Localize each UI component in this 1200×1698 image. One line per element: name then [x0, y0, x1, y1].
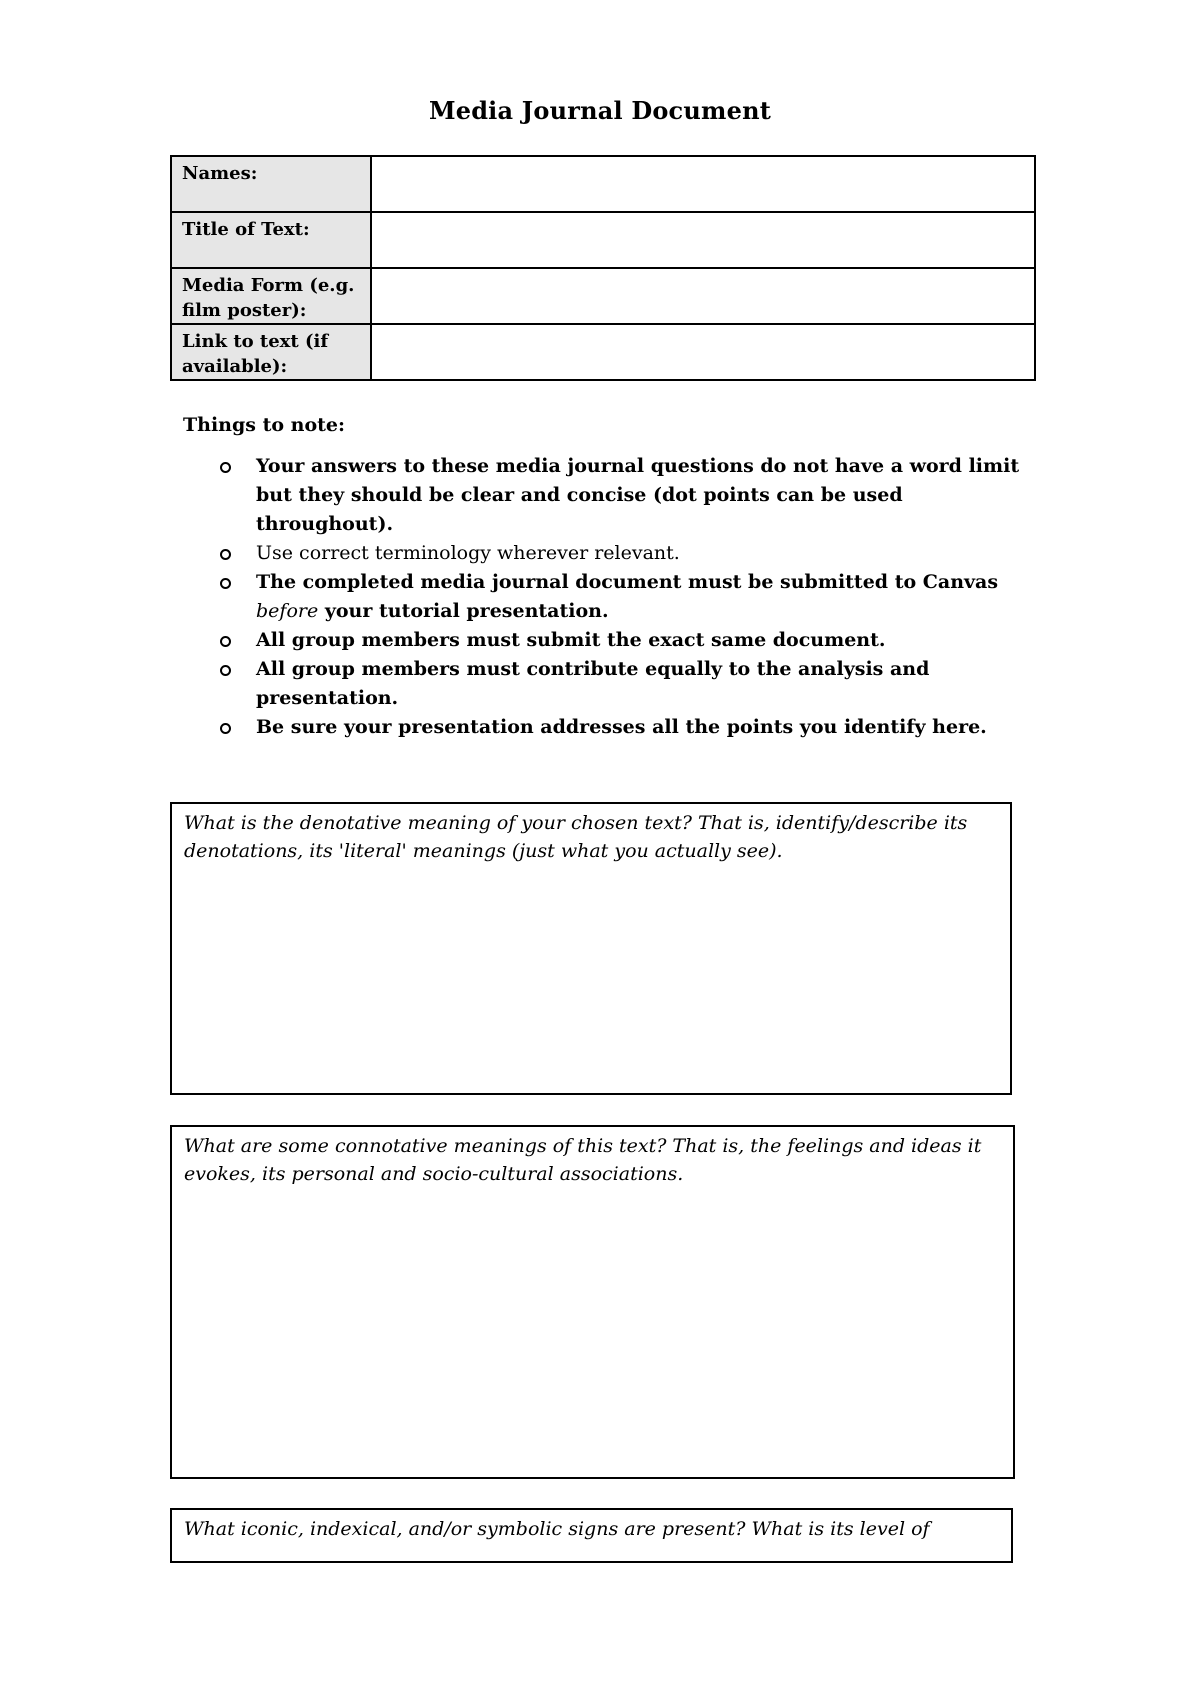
note-text: Use correct terminology wherever relevant.	[256, 542, 680, 564]
note-item	[218, 626, 1038, 655]
note-item	[218, 568, 1038, 626]
circle-bullet-icon	[220, 665, 231, 676]
circle-bullet-icon	[220, 636, 231, 647]
notes-heading: Things to note:	[183, 414, 346, 436]
circle-bullet-icon	[220, 462, 231, 473]
denotative-question-prompt: What is the denotative meaning of your chosen text? That is, identify/describe its denotations, its 'literal' meanings (just what you actually see).	[184, 812, 968, 862]
note-text: Be sure your presentation addresses all the points you identify here.	[256, 716, 987, 738]
notes-list	[218, 452, 1038, 742]
media-form-label: Media Form (e.g. film poster):	[171, 268, 371, 324]
note-text: All group members must submit the exact same document.	[256, 629, 886, 651]
note-item	[218, 539, 1038, 568]
info-table	[170, 155, 1036, 381]
link-to-text-label: Link to text (if available):	[171, 324, 371, 380]
names-field[interactable]	[371, 156, 1035, 212]
title-of-text-field[interactable]	[371, 212, 1035, 268]
document-title: Media Journal Document	[428, 96, 772, 125]
note-text: All group members must contribute equally to the analysis and presentation.	[256, 658, 930, 709]
note-item	[218, 452, 1038, 539]
signs-answer-box[interactable]	[170, 1508, 1013, 1563]
link-to-text-field[interactable]	[371, 324, 1035, 380]
circle-bullet-icon	[220, 723, 231, 734]
note-text: Your answers to these media journal questions do not have a word limit but they should be clear and concise (dot points can be used throughout).	[256, 455, 1020, 535]
signs-question-prompt: What iconic, indexical, and/or symbolic signs are present? What is its level of	[184, 1518, 930, 1540]
connotative-answer-box[interactable]	[170, 1125, 1015, 1479]
note-text-post: your tutorial presentation.	[318, 600, 609, 622]
names-label: Names:	[171, 156, 371, 212]
note-item	[218, 655, 1038, 713]
circle-bullet-icon	[220, 578, 231, 589]
circle-bullet-icon	[220, 549, 231, 560]
note-text-pre: The completed media journal document must be submitted to Canvas	[256, 571, 999, 593]
connotative-question-prompt: What are some connotative meanings of this text? That is, the feelings and ideas it evokes, its personal and socio-cultural associations.	[184, 1135, 982, 1185]
note-item	[218, 713, 1038, 742]
note-text-emphasis: before	[256, 600, 319, 622]
info-row-title	[171, 212, 1035, 268]
info-row-link	[171, 324, 1035, 380]
denotative-answer-box[interactable]	[170, 802, 1012, 1095]
title-of-text-label: Title of Text:	[171, 212, 371, 268]
info-row-names	[171, 156, 1035, 212]
info-row-media-form	[171, 268, 1035, 324]
media-form-field[interactable]	[371, 268, 1035, 324]
